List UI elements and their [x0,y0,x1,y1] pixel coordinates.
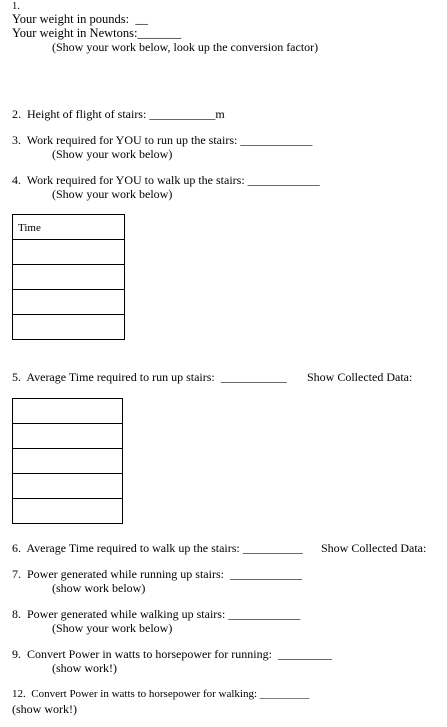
run-data-table [12,398,123,524]
q4-text: 4. Work required for YOU to walk up the stairs: ____________ [12,173,320,187]
table-row[interactable] [13,315,124,340]
time-header-label: Time [18,222,41,234]
q5-text: 5. Average Time required to run up stairs: ___________ [12,370,287,384]
table-row[interactable] [13,424,122,449]
q9-note: (show work!) [52,661,117,675]
q3-note: (Show your work below) [52,147,173,161]
q8-note: (Show your work below) [52,621,173,635]
q2-text: 2. Height of flight of stairs: ___________m [12,107,225,121]
table-row[interactable] [13,265,124,290]
table-row[interactable] [13,449,122,474]
table-row[interactable] [13,399,122,424]
q7-text: 7. Power generated while running up stairs: ____________ [12,567,302,581]
time-table [12,214,125,340]
table-row[interactable] [13,290,124,315]
q7-note: (show work below) [52,581,146,595]
time-table-header [13,215,124,240]
q1-weight-newtons: Your weight in Newtons:_______ [12,26,182,40]
q1-number: 1. [12,1,20,12]
table-row[interactable] [13,499,122,524]
table-row[interactable] [13,240,124,265]
q8-text: 8. Power generated while walking up stairs: ____________ [12,607,301,621]
q3-text: 3. Work required for YOU to run up the stairs: ____________ [12,133,313,147]
q4-note: (Show your work below) [52,187,173,201]
q12-text: 12. Convert Power in watts to horsepower for walking: _________ [12,688,310,700]
q12-note: (show work!) [12,702,77,716]
q1-note: (Show your work below, look up the conversion factor) [52,40,319,54]
q9-text: 9. Convert Power in watts to horsepower for running: _________ [12,647,332,661]
table-row[interactable] [13,474,122,499]
q1-weight-pounds: Your weight in pounds: __ [12,12,148,26]
q5-data-label: Show Collected Data: [307,370,413,384]
q6-text: 6. Average Time required to walk up the stairs: __________ [12,541,303,555]
q6-data-label: Show Collected Data: [321,541,427,555]
